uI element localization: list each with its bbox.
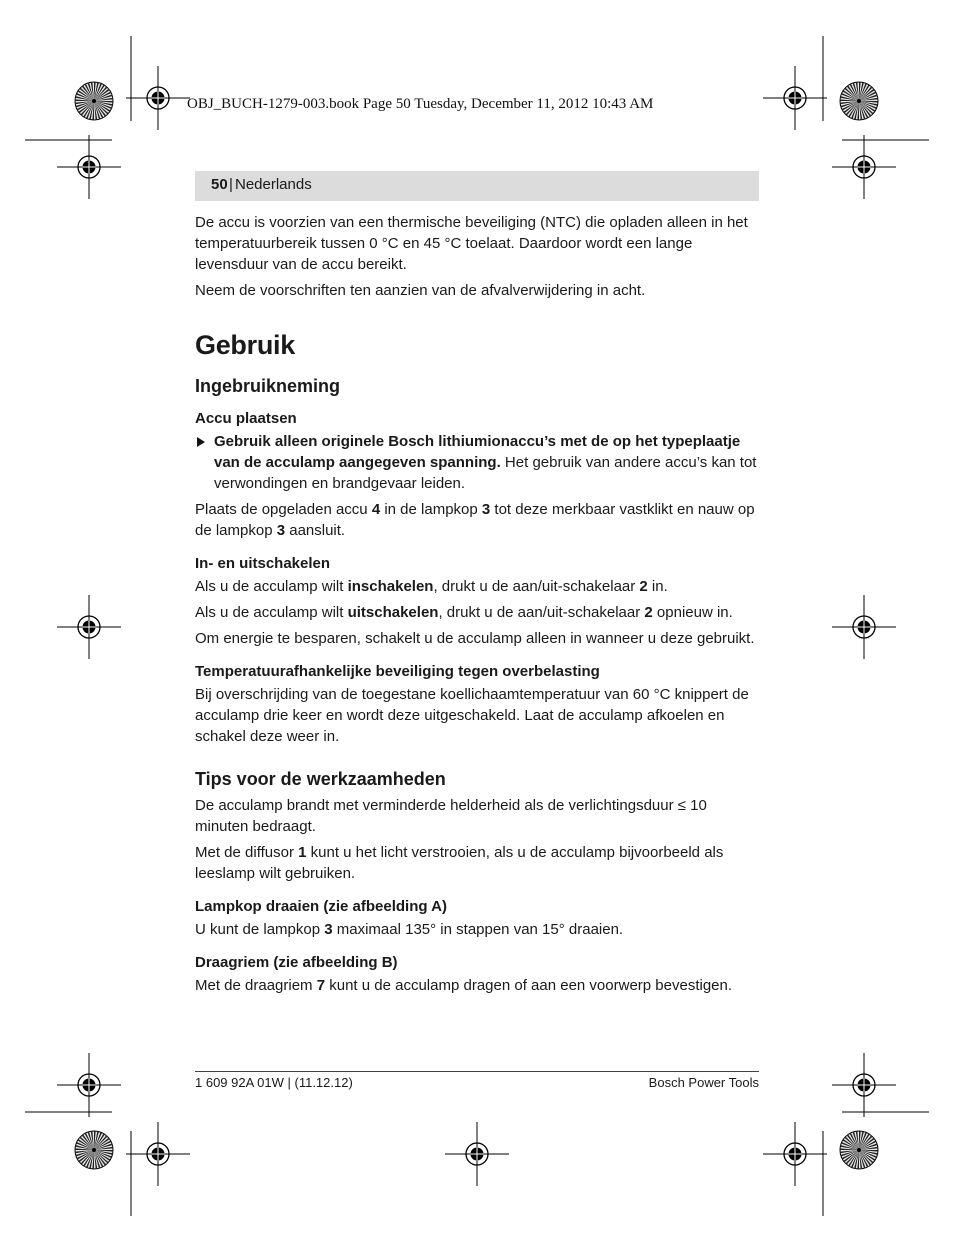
tips-paragraph-1: De acculamp brandt met verminderde helderheid als de verlichtingsduur ≤ 10 minuten bedraagt.: [195, 797, 707, 835]
header-language: Nederlands: [235, 176, 312, 193]
bullet-triangle-icon: [197, 437, 205, 447]
star-target-icon: [840, 82, 878, 120]
footer-document-number: 1 609 92A 01W | (11.12.12): [195, 1075, 353, 1090]
draagriem-paragraph: Met de draagriem 7 kunt u de acculamp dragen of aan een voorwerp bevestigen.: [195, 977, 733, 994]
subsection-title-ingebruikneming: Ingebruikneming: [195, 376, 341, 396]
footer-rule: [195, 1071, 759, 1072]
star-target-icon: [75, 82, 113, 120]
intro-paragraph-1: De accu is voorzien van een thermische beveiliging (NTC) die opladen alleen in het temperatuurbereik tussen 0 °C en 45 °C toelaat. Daardoor wordt een lange levensduur van de accu bereikt.: [195, 214, 748, 273]
switch-off-paragraph: Als u de acculamp wilt uitschakelen, drukt u de aan/uit-schakelaar 2 opnieuw in.: [195, 604, 733, 621]
switch-on-paragraph: Als u de acculamp wilt inschakelen, drukt u de aan/uit-schakelaar 2 in.: [195, 578, 668, 595]
safety-bullet: Gebruik alleen originele Bosch lithiumionaccu’s met de op het typeplaatje van de acculamp aangegeven spanning. Het gebruik van andere accu’s kan tot verwondingen en brandgevaar leiden.: [195, 431, 760, 494]
heading-draagriem: Draagriem (zie afbeelding B): [195, 954, 398, 971]
page-number: 50: [211, 176, 228, 193]
accu-paragraph: Plaats de opgeladen accu 4 in de lampkop 3 tot deze merkbaar vastklikt en nauw op de lampkop 3 aansluit.: [195, 501, 755, 539]
print-slug: OBJ_BUCH-1279-003.book Page 50 Tuesday, December 11, 2012 10:43 AM: [187, 96, 654, 112]
temperature-paragraph: Bij overschrijding van de toegestane koellichaamtemperatuur van 60 °C knippert de acculamp drie keer en wordt deze uitgeschakeld. Laat de acculamp afkoelen en schakel deze weer in.: [195, 686, 749, 745]
page-header: [195, 171, 759, 201]
energy-paragraph: Om energie te besparen, schakelt u de acculamp alleen in wanneer u deze gebruikt.: [195, 630, 755, 647]
footer-brand: Bosch Power Tools: [648, 1075, 759, 1090]
section-title: Gebruik: [195, 330, 295, 360]
subsection-title-tips: Tips voor de werkzaamheden: [195, 769, 446, 789]
star-target-icon: [75, 1131, 113, 1169]
header-separator: |: [229, 176, 233, 193]
heading-in-uitschakelen: In- en uitschakelen: [195, 555, 331, 572]
intro-paragraph-2: Neem de voorschriften ten aanzien van de afvalverwijdering in acht.: [195, 282, 646, 299]
lampkop-paragraph: U kunt de lampkop 3 maximaal 135° in stappen van 15° draaien.: [195, 921, 624, 938]
heading-temperatuur: Temperatuurafhankelijke beveiliging tegen overbelasting: [195, 663, 600, 680]
heading-accu-plaatsen: Accu plaatsen: [195, 410, 297, 427]
heading-lampkop-draaien: Lampkop draaien (zie afbeelding A): [195, 898, 447, 915]
page-content: [195, 212, 760, 996]
tips-paragraph-2: Met de diffusor 1 kunt u het licht verstrooien, als u de acculamp bijvoorbeeld als leeslamp wilt gebruiken.: [195, 844, 724, 882]
star-target-icon: [840, 1131, 878, 1169]
